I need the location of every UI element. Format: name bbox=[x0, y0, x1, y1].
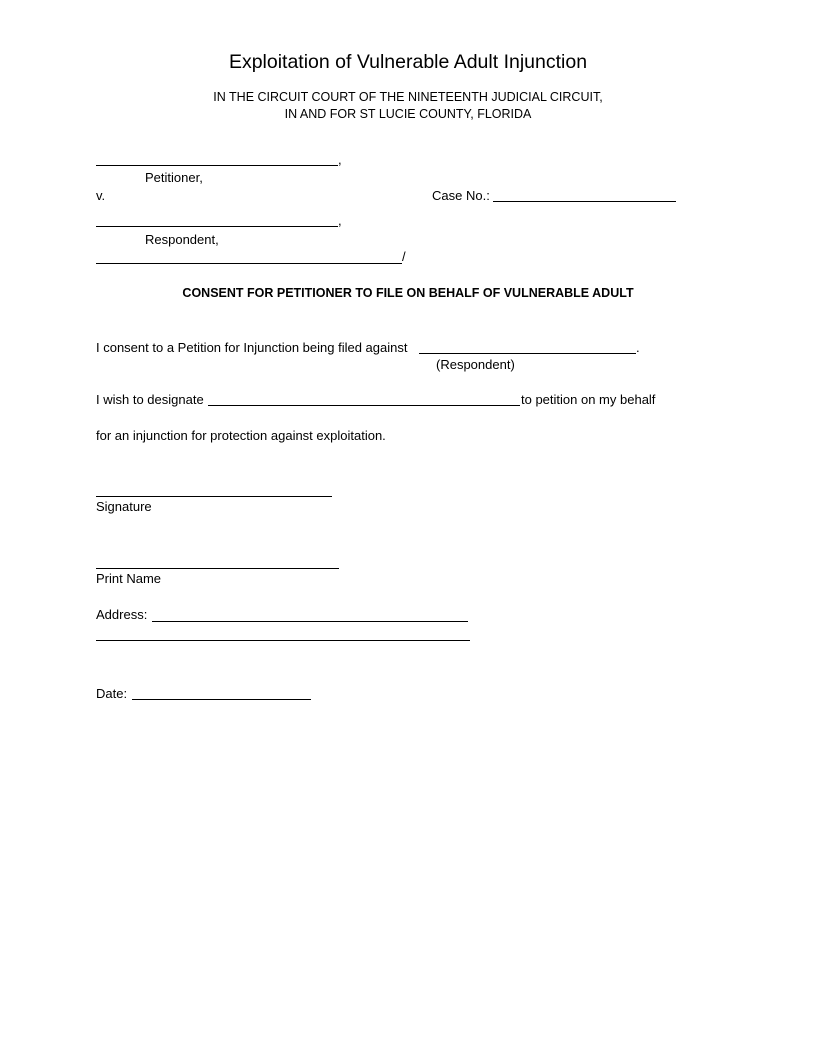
petitioner-name-line[interactable] bbox=[96, 165, 338, 166]
respondent-name-line[interactable] bbox=[96, 226, 338, 227]
court-line-1: IN THE CIRCUIT COURT OF THE NINETEENTH JUDICIAL CIRCUIT, bbox=[213, 90, 603, 104]
address-line-1[interactable] bbox=[152, 621, 468, 622]
designate-text: I wish to designate bbox=[96, 392, 204, 407]
signature-label: Signature bbox=[96, 499, 152, 514]
versus-label: v. bbox=[96, 188, 106, 203]
document-title: Exploitation of Vulnerable Adult Injunction bbox=[228, 51, 588, 73]
case-no-label: Case No.: bbox=[432, 188, 490, 203]
date-line[interactable] bbox=[132, 699, 311, 700]
consent-period: . bbox=[636, 340, 640, 355]
print-name-line[interactable] bbox=[96, 568, 339, 569]
respondent-comma: , bbox=[338, 213, 342, 228]
date-label: Date: bbox=[96, 686, 128, 701]
consent-heading: CONSENT FOR PETITIONER TO FILE ON BEHALF OF VULNERABLE ADULT bbox=[182, 286, 634, 300]
caption-closing-line bbox=[96, 263, 402, 264]
respondent-label: Respondent, bbox=[145, 232, 219, 247]
designee-fill-line[interactable] bbox=[208, 405, 520, 406]
print-name-label: Print Name bbox=[96, 571, 162, 586]
designate-suffix: to petition on my behalf bbox=[521, 392, 656, 407]
respondent-fill-line[interactable] bbox=[419, 353, 636, 354]
petitioner-label: Petitioner, bbox=[145, 170, 203, 185]
consent-text: I consent to a Petition for Injunction being filed against bbox=[96, 340, 408, 355]
caption-slash: / bbox=[402, 249, 406, 264]
petitioner-comma: , bbox=[338, 152, 342, 167]
court-line-2: IN AND FOR ST LUCIE COUNTY, FLORIDA bbox=[284, 107, 532, 121]
address-label: Address: bbox=[96, 607, 148, 622]
address-line-2[interactable] bbox=[96, 640, 470, 641]
designate-line-2: for an injunction for protection against exploitation. bbox=[96, 428, 386, 443]
respondent-hint: (Respondent) bbox=[436, 357, 515, 372]
case-no-line[interactable] bbox=[493, 201, 676, 202]
signature-line[interactable] bbox=[96, 496, 332, 497]
